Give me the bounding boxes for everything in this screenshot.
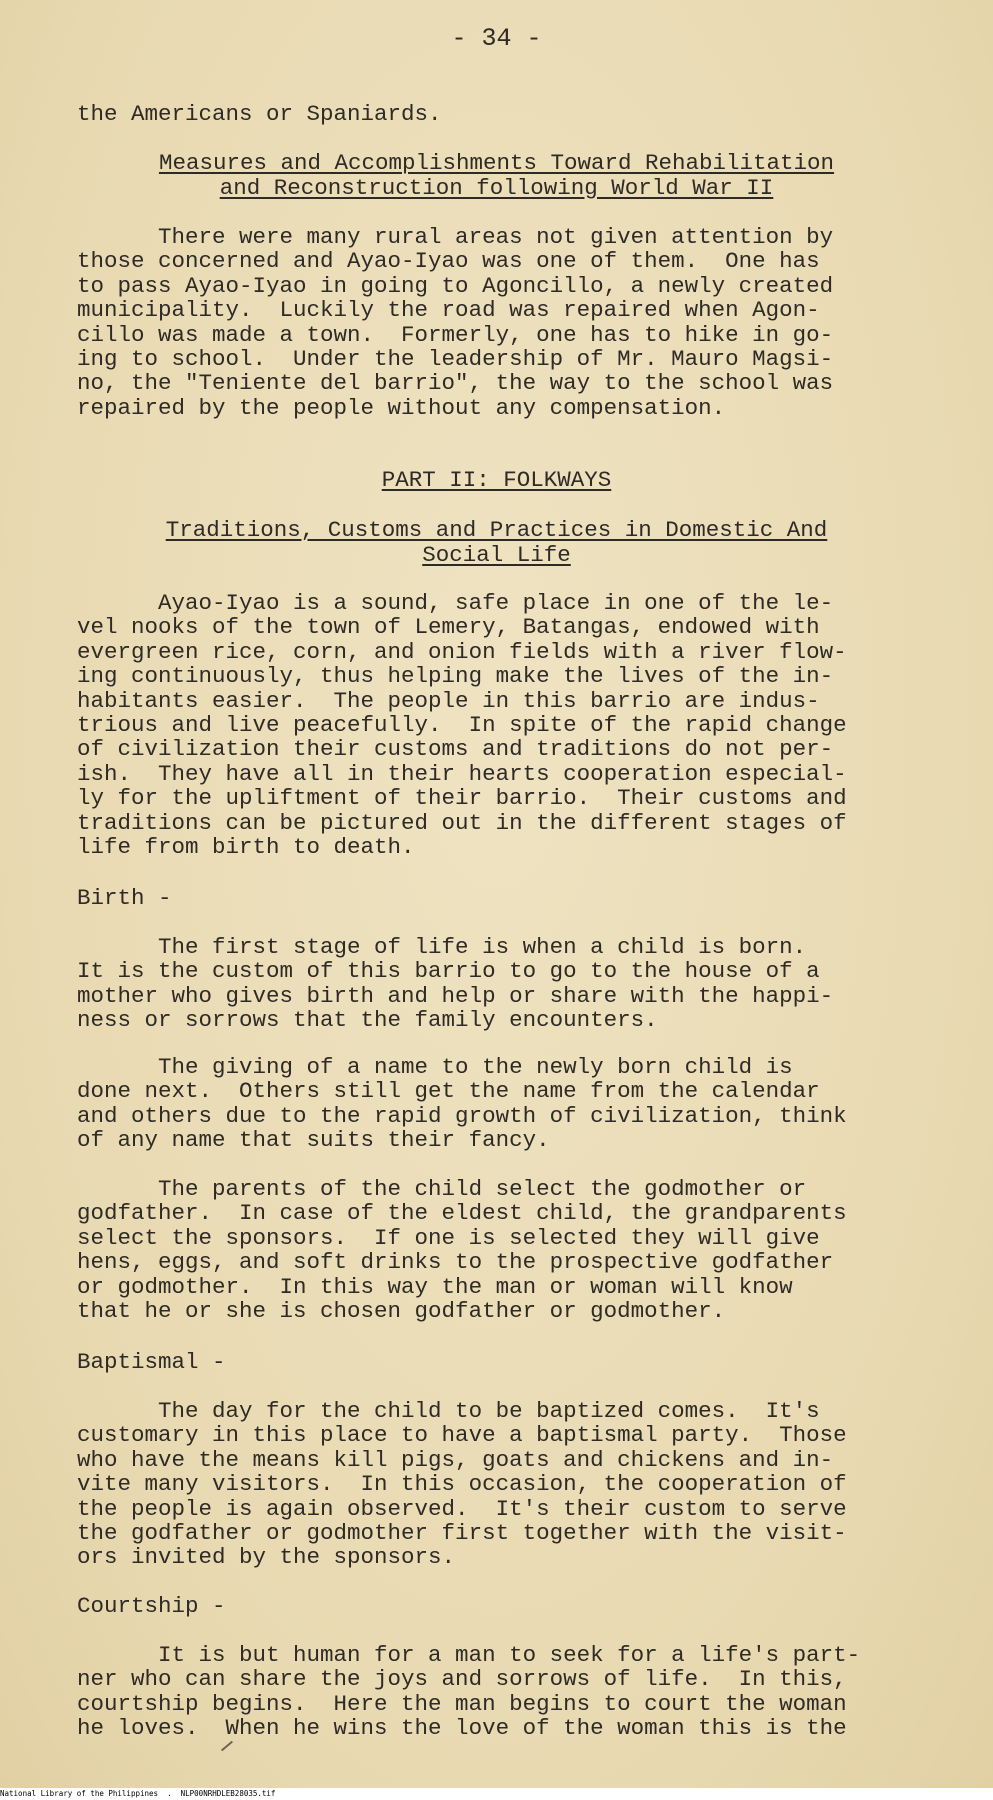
paragraph-rehabilitation: There were many rural areas not given attention by those concerned and Ayao-Iyao was one of them. One has to pass Ayao-Iyao in going to Agoncillo, a newly created municipality. Luckily the road was repaired when Agon- cillo was made a town. Formerly, one has to hike in go- ing to school. Under the leadership of Mr. Mauro Magsi- no, the "Teniente del barrio", the way to the school was repaired by the people without any compensation. [77,224,834,421]
label-birth: Birth - [77,885,172,911]
page-number: - 34 - [451,24,542,53]
heading-line: PART II: FOLKWAYS [381,467,612,493]
section-heading-rehabilitation [0,151,993,200]
paragraph-birth-3: The parents of the child select the godmother or godfather. In case of the eldest child, the grandparents select the sponsors. If one is selected they will give hens, eggs, and soft drinks to the prospective godfather or godmother. In this way the man or woman will know that he or she is chosen godfather or godmother. [77,1176,847,1325]
label-courtship: Courtship - [77,1593,226,1619]
heading-line: Measures and Accomplishments Toward Rehabilitation [158,150,835,176]
paragraph-traditions: Ayao-Iyao is a sound, safe place in one of the le- vel nooks of the town of Lemery, Batangas, endowed with evergreen rice, corn, and onion fields with a river flow- ing continuously, thus helping make the lives of the in- habitants easier. The people in this barrio are indus- trious and live peacefully. In spite of the rapid change of civilization their customs and traditions do not per- ish. They have all in their hearts cooperation especial- ly for the upliftment of their barrio. Their customs and traditions can be pictured out in the different stages of life from birth to death. [77,590,847,861]
section-heading-traditions [0,518,993,567]
heading-line: Social Life [422,541,571,568]
paragraph-birth-1: The first stage of life is when a child is born. It is the custom of this barrio to go to the house of a mother who gives birth and help or share with the happi- ness or sorrows that the family encounters. [77,934,834,1034]
scan-footer: National Library of the Philippines . NLP00NRHDLEB28035.tif [0,1788,993,1800]
paragraph-baptismal: The day for the child to be baptized comes. It's customary in this place to have a baptismal party. Those who have the means kill pigs, goats and chickens and in- vite many visitors. In this occasion, the cooperation of the people is again observed. It's their custom to serve the godfather or godmother first together with the visit- ors invited by the sponsors. [77,1398,847,1571]
paragraph-courtship: It is but human for a man to seek for a life's part- ner who can share the joys and sorrows of life. In this, courtship begins. Here the man begins to court the woman he loves. When he wins the love of the woman this is the [77,1642,861,1742]
label-baptismal: Baptismal - [77,1349,226,1375]
heading-line: Traditions, Customs and Practices in Domestic And [165,517,828,543]
opening-line: the Americans or Spaniards. [77,101,442,127]
heading-line: and Reconstruction following World War II [219,174,774,201]
part-heading [0,468,993,493]
paragraph-birth-2: The giving of a name to the newly born child is done next. Others still get the name from the calendar and others due to the rapid growth of civilization, think of any name that suits their fancy. [77,1054,847,1154]
pen-mark [221,1741,233,1752]
